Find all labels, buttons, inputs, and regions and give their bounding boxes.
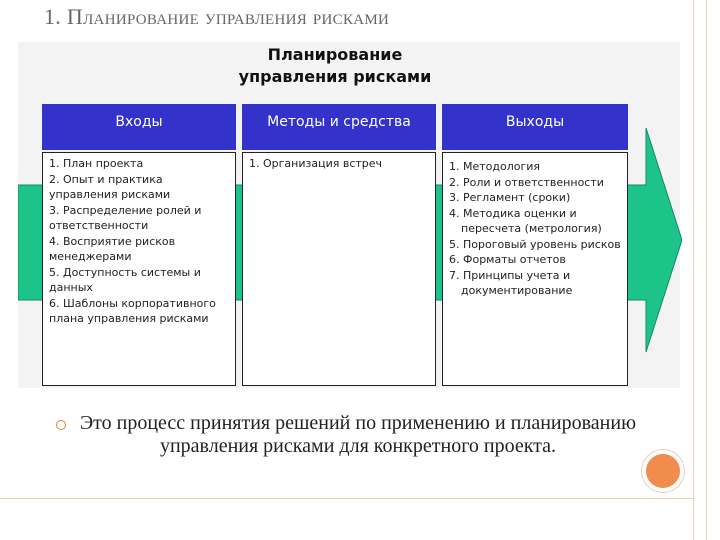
diagram-title xyxy=(200,44,470,88)
outputs-list xyxy=(443,153,627,299)
column-header-methods: Методы и средства xyxy=(242,104,436,150)
column-outputs xyxy=(442,152,628,386)
list-item: 6. Форматы отчетов xyxy=(449,253,566,266)
list-item: 3. Распределение ролей и ответственности xyxy=(49,203,202,232)
list-item: 5. Пороговый уровень рисков xyxy=(449,237,621,251)
list-item: 4. Методика оценки и пересчета (метрология) xyxy=(449,206,602,235)
list-item: 1. План проекта xyxy=(49,157,144,170)
slide-title: 1. Планирование управления рисками xyxy=(44,4,390,29)
bullet-text: Это процесс принятия решений по применению и планированию управления рисками для конкретного проекта. xyxy=(79,412,637,457)
list-item: 4. Восприятие рисков менеджерами xyxy=(49,234,176,263)
decorative-circle-icon xyxy=(642,450,684,492)
diagram-title-line-2: управления рисками xyxy=(238,67,432,86)
column-methods xyxy=(242,152,436,386)
circle-bullet-icon xyxy=(56,420,66,430)
list-item: 7. Принципы учета и документирование xyxy=(449,268,573,297)
list-item: 1. Организация встреч xyxy=(249,157,383,170)
column-header-inputs: Входы xyxy=(42,104,236,150)
inputs-list xyxy=(43,153,235,327)
slide-frame-right xyxy=(693,0,707,540)
methods-list xyxy=(243,153,435,172)
list-item: 2. Роли и ответственности xyxy=(449,175,604,189)
list-item: 3. Регламент (сроки) xyxy=(449,191,571,204)
list-item: 5. Доступность системы и данных xyxy=(49,265,201,294)
column-inputs xyxy=(42,152,236,386)
slide-frame-bottom xyxy=(0,498,694,499)
list-item: 2. Опыт и практика управления рисками xyxy=(49,172,171,201)
column-header-outputs: Выходы xyxy=(442,104,628,150)
list-item: 1. Методология xyxy=(449,160,541,173)
diagram-title-line-1: Планирование xyxy=(267,45,403,64)
list-item: 6. Шаблоны корпоративного плана управления рисками xyxy=(49,296,216,325)
